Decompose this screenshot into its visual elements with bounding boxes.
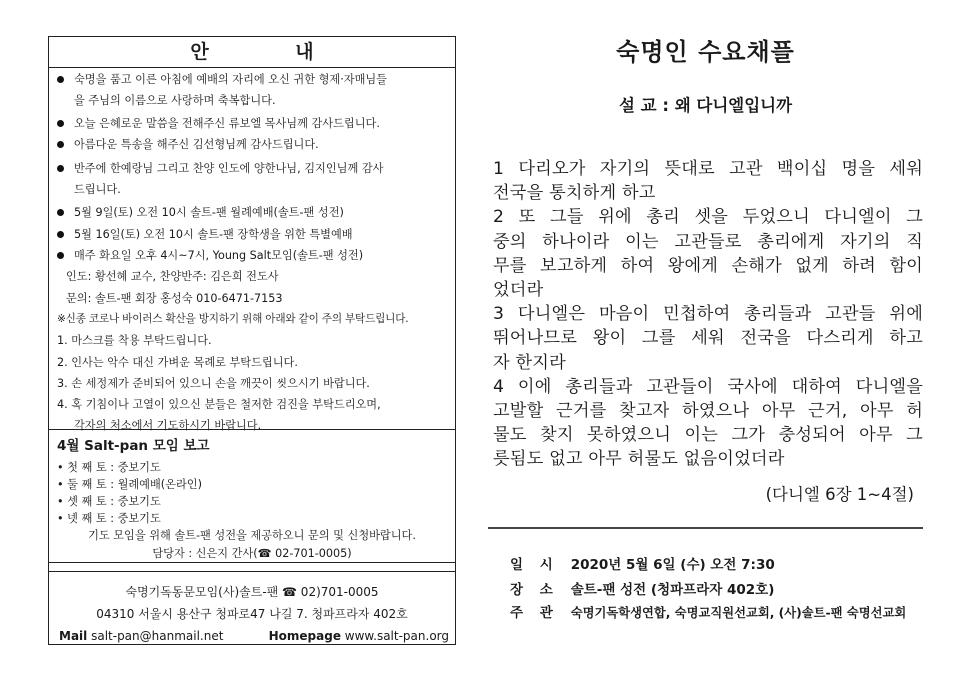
homepage-link[interactable]: www.salt-pan.org [344,629,449,643]
service-place-row [510,580,774,600]
service-date-row [510,555,775,575]
bullet-icon [57,209,64,216]
announcement-box [48,36,456,645]
notice-item [57,158,449,200]
notice-text: 아름다운 특송을 해주신 김선형님께 감사드립니다. [74,138,319,151]
notice-item [57,113,449,134]
scripture-line: 릇됨도 없고 아무 허물도 없음이었더라 [493,449,785,470]
chapel-title: 숙명인 수요채플 [616,38,795,66]
report-week: • 셋 째 토 : 중보기도 [57,495,161,508]
notice-text: 반주에 한예랑님 그리고 찬양 인도에 양한나님, 김지인님께 감사 [74,162,384,175]
notice-text: 5월 9일(토) 오전 10시 솔트-팬 월례예배(솔트-팬 성전) [74,206,344,219]
young-salt-leaders: 인도: 황선혜 교수, 찬양반주: 김은희 전도사 [66,270,279,283]
notice-text: 5월 16일(토) 오전 10시 솔트-팬 장학생을 위한 특별예배 [74,228,353,241]
place-label: 장 소 [510,582,559,598]
scripture-line: 고발할 근거를 찾고자 하였으나 아무 근거, 아무 허 [493,401,923,421]
org-phone: 숙명기독동문모임(사)솔트-팬 ☎ 02)701-0005 [125,585,379,599]
precaution-text: 4. 혹 기침이나 고열이 있으신 분들은 철저한 검진을 부탁드리오며, [57,398,381,411]
scripture-line: 중의 하나이라 이는 고관들로 총리에게 자기의 직 [493,231,923,252]
address: 04310 서울시 용산구 청파로47 나길 7. 청파프라자 402호 [96,607,408,621]
contact-section [49,571,455,643]
notice-item [57,245,449,266]
scripture-line: 었더라 [493,280,544,300]
host-label: 주 관 [510,605,559,621]
notice-text: 매주 화요일 오후 4시~7시, Young Salt모임(솔트-팬 성전) [74,249,364,262]
scripture-line: 3 다니엘은 마음이 민첩하여 총리들과 고관들 위에 [493,304,923,325]
sermon-title: 설 교 : 왜 다니엘입니까 [618,96,793,115]
report-week: • 넷 째 토 : 중보기도 [57,512,161,525]
scripture-line: 2 또 그들 위에 총리 셋을 두었으니 다니엘이 그 [493,207,923,228]
scripture-line: 물도 찾지 못하였으니 이는 그가 충성되어 아무 그 [493,425,923,446]
prayer-notice [49,527,455,563]
notice-item [57,134,449,155]
precaution-item: 1. 마스크를 착용 부탁드립니다. [57,334,212,347]
service-host-row [510,603,906,623]
scripture-line: 자 한지라 [493,352,566,373]
notice-title: 안 내 [49,37,455,68]
scripture-line: 전국을 통치하게 하고 [493,183,656,204]
divider [488,527,923,529]
salt-pan-report [49,429,455,563]
notice-item [57,202,449,223]
bullet-icon [57,231,64,238]
mail-label: Mail [59,629,88,643]
notice-text: 오늘 은혜로운 말씀을 전해주신 류보엘 목사님께 감사드립니다. [74,117,380,130]
report-week: • 둘 째 토 : 월례예배(온라인) [57,478,202,491]
notice-text: 을 주님의 이름으로 사랑하며 축복합니다. [74,94,276,107]
mail-homepage-row [59,627,449,645]
report-week: • 첫 째 토 : 중보기도 [57,461,161,474]
prayer-contact: 담당자 : 신은지 간사(☎ 02-701-0005) [152,547,352,560]
bullet-icon [57,76,64,83]
notice-item [57,224,449,245]
scripture-line: 무를 보고하게 하여 왕에게 손해가 없게 하려 함이 [493,255,923,276]
bullet-icon [57,141,64,148]
scripture-reference: (다니엘 6장 1~4절) [765,485,914,504]
host-value: 숙명기독학생연합, 숙명교직원선교회, (사)솔트-팬 숙명선교회 [570,606,907,620]
scripture-line: 1 다리오가 자기의 뜻대로 고관 백이십 명을 세워 [493,159,923,179]
covid-note: ※신종 코로나 바이러스 확산을 방지하기 위해 아래와 같이 주의 부탁드립니다. [57,313,409,325]
date-value: 2020년 5월 6일 (수) 오전 7:30 [570,557,775,573]
prayer-text: 기도 모임을 위해 솔트-팬 성전을 제공하오니 문의 및 신청바랍니다. [88,529,416,542]
report-title: 4월 Salt-pan 모임 보고 [57,438,210,454]
notice-text: 드립니다. [74,183,121,196]
notice-text: 숙명을 품고 이른 아침에 예배의 자리에 오신 귀한 형제·자매님들 [74,73,387,86]
bullet-icon [57,252,64,259]
bullet-icon [57,165,64,172]
precaution-item: 3. 손 세정제가 준비되어 있으니 손을 깨끗이 씻으시기 바랍니다. [57,377,370,390]
email-link[interactable]: salt-pan@hanmail.net [91,629,224,643]
homepage-label: Homepage [268,629,341,643]
place-value: 솔트-팬 성전 (청파프라자 402호) [570,582,775,598]
scripture-line: 4 이에 총리들과 고관들이 국사에 대하여 다니엘을 [493,376,923,397]
scripture-line: 뛰어나므로 왕이 그를 세워 전국을 다스리게 하고 [493,328,923,349]
precaution-item: 2. 인사는 악수 대신 가벼운 목례로 부탁드립니다. [57,356,298,369]
notice-item [57,69,449,111]
precaution-text: 각자의 처소에서 기도하시기 바랍니다. [74,419,262,432]
bullet-icon [57,120,64,127]
young-salt-contact: 문의: 솔트-팬 회장 홍성숙 010-6471-7153 [66,292,283,305]
date-label: 일 시 [510,557,559,573]
